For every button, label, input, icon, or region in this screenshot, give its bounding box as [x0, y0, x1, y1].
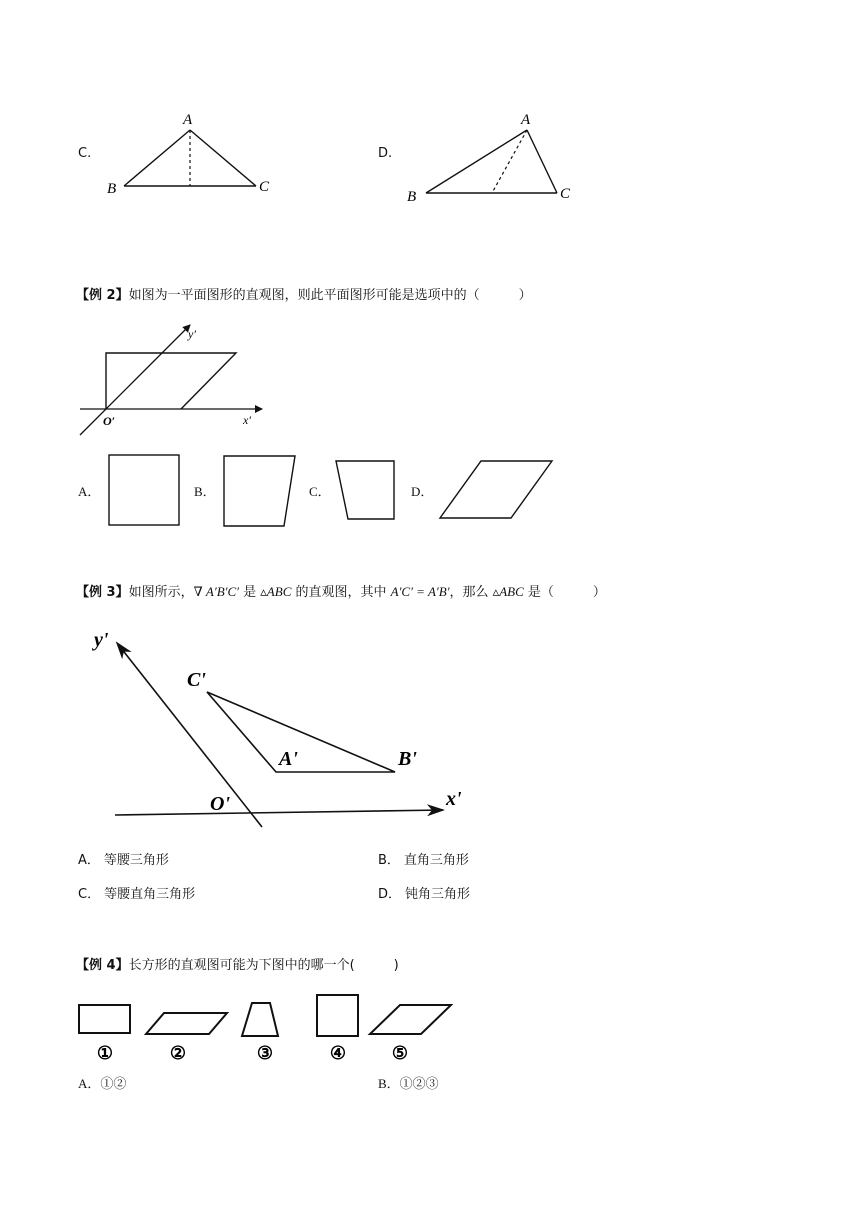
example4-label-5: ⑤: [391, 1043, 409, 1063]
example2-y-label: y′: [188, 327, 196, 341]
example3-label-y: y': [94, 629, 109, 651]
example4-shape-4: [317, 995, 358, 1036]
example3-text-2: 的直观图，其中: [291, 585, 391, 600]
example4-label-1: ①: [96, 1043, 114, 1063]
example2-option-a: A．: [78, 484, 101, 499]
example2-option-b: B．: [194, 484, 216, 499]
triangle-c-vertex-c: C: [259, 179, 270, 195]
example3-text-4: 是（ ）: [523, 585, 606, 600]
example4-shape-5: [370, 1005, 451, 1034]
example3-label-b: B': [398, 748, 417, 770]
example3-option-d: D． 钝角三角形: [378, 887, 471, 902]
example3-option-c: C． 等腰直角三角形: [78, 887, 196, 902]
example4-question-text: 长方形的直观图可能为下图中的哪一个( ): [128, 958, 399, 973]
example3-label-a: A': [279, 748, 298, 770]
triangle-d-vertex-b: B: [407, 189, 417, 205]
example2-tag: 【例 2】: [76, 288, 129, 303]
example4-label-3: ③: [256, 1043, 274, 1063]
example4-label-2: ②: [169, 1043, 187, 1063]
triangle-c-vertex-a: A: [183, 112, 193, 128]
option-c-label: C.: [78, 146, 92, 161]
example3-option-a: A． 等腰三角形: [78, 853, 169, 868]
example3-text-3: ，那么: [449, 585, 493, 600]
example4-option-a: A．①②: [78, 1076, 127, 1091]
example3-label-x: x': [446, 788, 462, 810]
example3-label-c: C': [187, 669, 206, 691]
example3-tag: 【例 3】: [76, 585, 129, 600]
example4-tag: 【例 4】: [76, 958, 129, 973]
example3-triangle-prime: ∇ A′B′C′: [193, 584, 240, 599]
example2-option-d: D．: [411, 484, 434, 499]
option-d-label: D.: [378, 146, 393, 161]
example4-option-b: B．①②③: [378, 1076, 439, 1091]
example3-triangle-abc-2: ▵ABC: [492, 584, 524, 599]
triangle-c-vertex-b: B: [107, 181, 117, 197]
example4-shape-1: [79, 1005, 130, 1033]
example3-option-b: B． 直角三角形: [378, 853, 469, 868]
example2-question-text: 如图为一平面图形的直观图，则此平面图形可能是选项中的（ ）: [128, 288, 532, 303]
example3-equation: A′C′ = A′B′: [390, 584, 450, 599]
triangle-d-vertex-a: A: [521, 112, 531, 128]
example3-question-pre: 如图所示，: [128, 585, 194, 600]
example4-shape-2: [146, 1013, 227, 1034]
example3-label-o: O': [210, 793, 230, 815]
triangle-d-vertex-c: C: [560, 186, 571, 202]
example3-text-1: 是: [239, 585, 261, 600]
example3-triangle-abc: ▵ABC: [260, 584, 292, 599]
example2-option-c: C．: [309, 484, 331, 499]
example2-x-label: x′: [243, 413, 251, 427]
example2-origin-label: O′: [103, 414, 116, 428]
example4-shape-3: [242, 1003, 278, 1036]
example4-label-4: ④: [329, 1043, 347, 1063]
